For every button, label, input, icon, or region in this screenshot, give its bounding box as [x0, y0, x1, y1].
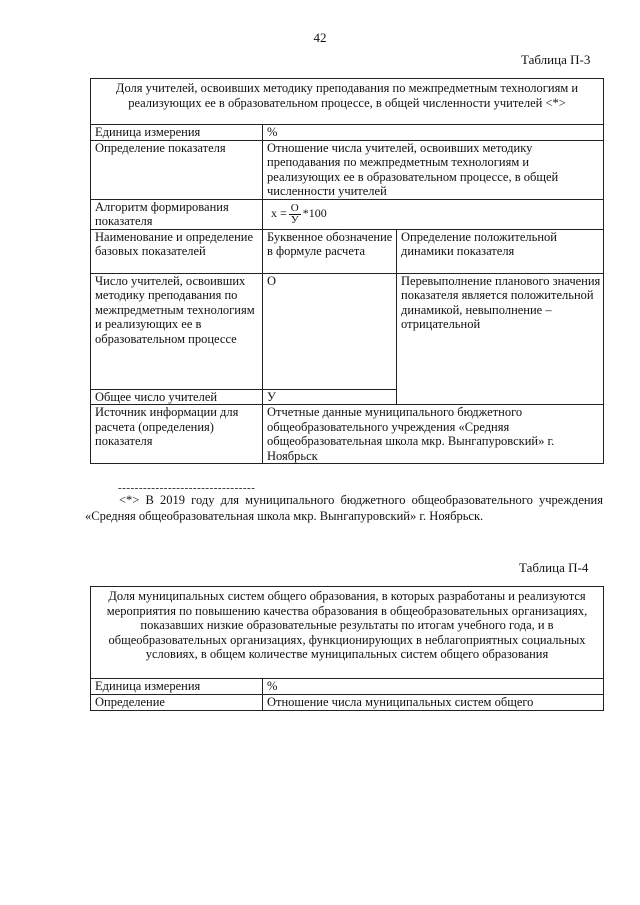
- definition-label: Определение показателя: [91, 140, 263, 199]
- base-row-1-name: Число учителей, освоивших методику преподавания по межпредметным технологиям и реализующих ее в образовательном процессе: [91, 273, 263, 389]
- algorithm-formula: [263, 199, 604, 229]
- source-value: Отчетные данные муниципального бюджетного общеобразовательного учреждения «Средняя общеобразовательная школа мкр. Вынгапуровский» г. Ноябрьск: [263, 405, 604, 464]
- table-label-p4: Таблица П-4: [519, 560, 589, 575]
- base-row-2-symbol: У: [263, 389, 397, 405]
- p4-definition-value: Отношение числа муниципальных систем общего: [263, 694, 604, 710]
- unit-label: Единица измерения: [91, 125, 263, 141]
- formula-denominator: У: [290, 213, 299, 226]
- footnote-separator: ---------------------------------: [118, 482, 256, 494]
- col-header-dynamics: Определение положительной динамики показателя: [397, 229, 604, 273]
- formula-lhs: x =: [271, 205, 287, 220]
- unit-value: %: [263, 125, 604, 141]
- base-row-1-symbol: О: [263, 273, 397, 389]
- formula-rhs: *100: [302, 205, 327, 220]
- page-number: 42: [313, 30, 327, 45]
- p4-unit-label: Единица измерения: [91, 679, 263, 695]
- table-p4: [90, 586, 604, 711]
- formula-fraction: [289, 203, 301, 226]
- base-row-2-name: Общее число учителей: [91, 389, 263, 405]
- col-header-name: Наименование и определение базовых показателей: [91, 229, 263, 273]
- definition-value: Отношение числа учителей, освоивших методику преподавания по межпредметным технологиям и реализующих ее в образовательном процессе, в общей численности учителей: [263, 140, 604, 199]
- algorithm-label: Алгоритм формирования показателя: [91, 199, 263, 229]
- col-header-symbol: Буквенное обозначение в формуле расчета: [263, 229, 397, 273]
- source-label: Источник информации для расчета (определения) показателя: [91, 405, 263, 464]
- table-p3: [90, 78, 604, 464]
- base-row-1-dynamics: Перевыполнение планового значения показателя является положительной динамикой, невыполнение – отрицательной: [397, 273, 604, 405]
- formula-numerator: О: [290, 201, 299, 214]
- footnote: <*> В 2019 году для муниципального бюджетного общеобразовательного учреждения «Средняя общеобразовательная школа мкр. Вынгапуровский» г. Ноябрьск.: [85, 493, 603, 523]
- table-p3-title: Доля учителей, освоивших методику преподавания по межпредметным технологиям и реализующих ее в образовательном процессе, в общей численности учителей <*>: [91, 79, 604, 125]
- p4-definition-label: Определение: [91, 694, 263, 710]
- table-label-p3: Таблица П-3: [521, 52, 591, 67]
- p4-unit-value: %: [263, 679, 604, 695]
- table-p4-title: Доля муниципальных систем общего образования, в которых разработаны и реализуются мероприятия по повышению качества образования в общеобразовательных организациях, показавших низкие образовательные результаты по итогам учебного года, и в общеобразовательных организациях, функционирующих в неблагоприятных социальных условиях, в общем количестве муниципальных систем общего образования: [91, 587, 604, 679]
